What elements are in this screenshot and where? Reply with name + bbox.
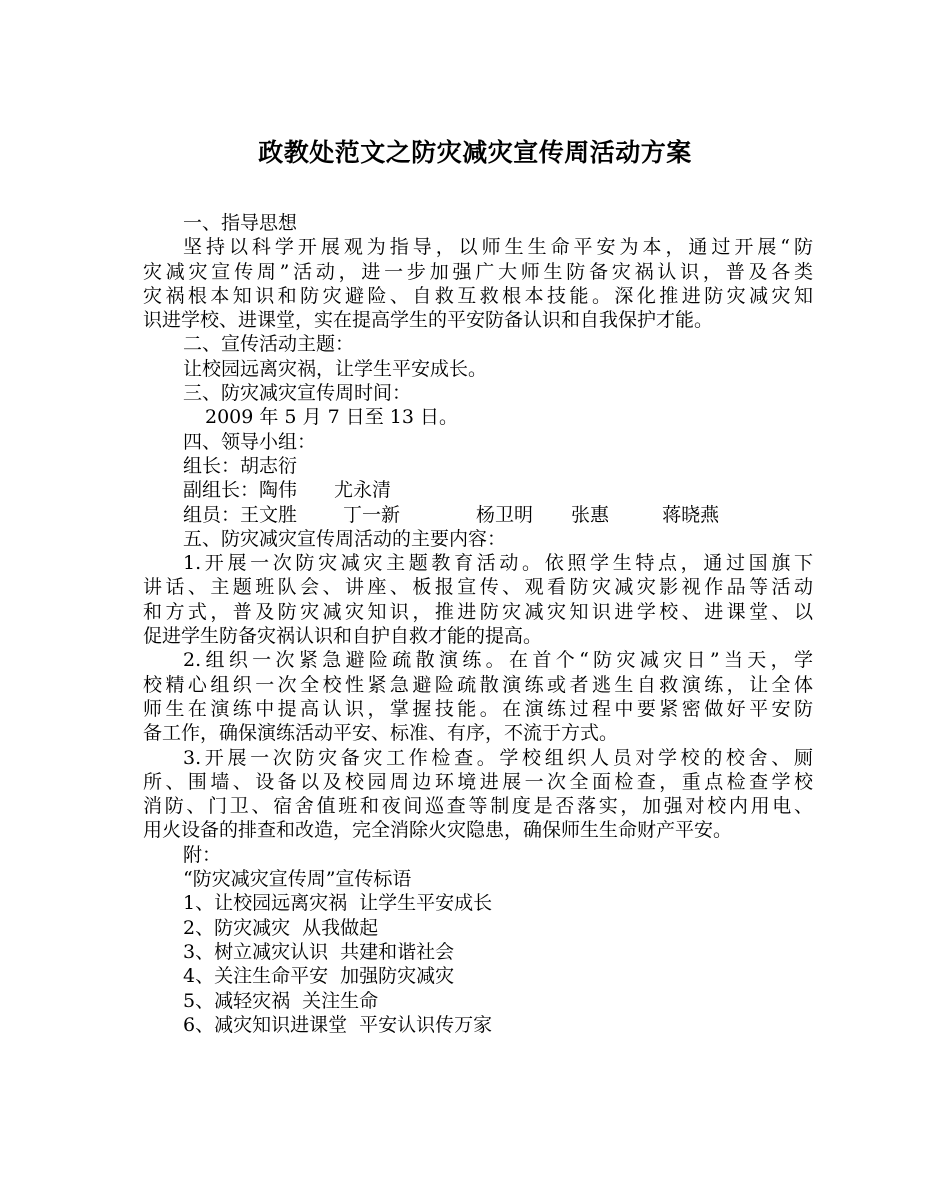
- slogan-item: 2、防灾减灾 从我做起: [183, 916, 379, 939]
- paragraph-line: 灾祸根本知识和防灾避险、自救互救根本技能。深化推进防灾减灾知: [143, 284, 813, 307]
- paragraph-line: 促进学生防备灾祸认识和自护自救才能的提高。: [143, 625, 543, 648]
- paragraph-line: 坚持以科学开展观为指导，以师生生命平安为本，通过开展“防: [183, 236, 813, 259]
- vice-leader-line: [143, 478, 813, 502]
- member-4: 张惠: [571, 503, 610, 526]
- paragraph-line: 校精心组织一次全校性紧急避险疏散演练或者逃生自救演练，让全体: [143, 673, 813, 696]
- paragraph-line: 所、围墙、设备以及校园周边环境进展一次全面检查，重点检查学校: [143, 770, 813, 793]
- paragraph-line: 灾减灾宣传周”活动，进一步加强广大师生防备灾祸认识，普及各类: [143, 260, 813, 283]
- section-2-heading: 二、宣传活动主题：: [183, 333, 355, 356]
- document-title: 政教处范文之防灾减灾宣传周活动方案: [258, 138, 692, 167]
- section-4-heading: 四、领导小组：: [183, 430, 317, 453]
- paragraph-line: 3.开展一次防灾备灾工作检查。学校组织人员对学校的校舍、厕: [183, 746, 813, 769]
- vice-leader-1: 副组长：陶伟: [183, 479, 298, 502]
- paragraph-line: 识进学校、进课堂，实在提高学生的平安防备认识和自我保护才能。: [143, 309, 714, 332]
- paragraph-line: 师生在演练中提高认识，掌握技能。在演练过程中要紧密做好平安防: [143, 697, 813, 720]
- members-line: [143, 503, 813, 527]
- member-2: 丁一新: [343, 503, 401, 526]
- paragraph-line: 1.开展一次防灾减灾主题教育活动。依照学生特点，通过国旗下: [183, 552, 813, 575]
- paragraph-line: 备工作，确保演练活动平安、标准、有序，不流于方式。: [143, 722, 619, 745]
- section-3-text: 2009 年 5 月 7 日至 13 日。: [205, 406, 458, 429]
- vice-leader-2: 尤永清: [334, 479, 392, 502]
- paragraph-line: 讲话、主题班队会、讲座、板报宣传、观看防灾减灾影视作品等活动: [143, 576, 813, 599]
- paragraph-line: 2.组织一次紧急避险疏散演练。在首个“防灾减灾日”当天，学: [183, 649, 813, 672]
- slogan-title: “防灾减灾宣传周”宣传标语: [183, 868, 412, 891]
- member-1: 组员：王文胜: [183, 503, 298, 526]
- appendix-label: 附：: [183, 843, 222, 866]
- document-body: [143, 211, 813, 1037]
- paragraph-line: 消防、门卫、宿舍值班和夜间巡查等制度是否落实，加强对校内用电、: [143, 795, 813, 818]
- slogan-item: 1、让校园远离灾祸 让学生平安成长: [183, 892, 493, 915]
- member-3: 杨卫明: [476, 503, 534, 526]
- slogan-item: 6、减灾知识进课堂 平安认识传万家: [183, 1013, 493, 1036]
- slogan-item: 4、关注生命平安 加强防灾减灾: [183, 965, 455, 988]
- section-1-heading: 一、指导思想: [183, 212, 298, 234]
- paragraph-line: 和方式，普及防灾减灾知识，推进防灾减灾知识进学校、进课堂、以: [143, 600, 813, 623]
- member-5: 蒋晓燕: [662, 503, 720, 526]
- slogan-item: 5、减轻灾祸 关注生命: [183, 989, 379, 1012]
- section-2-text: 让校园远离灾祸，让学生平安成长。: [183, 357, 488, 380]
- section-3-heading: 三、防灾减灾宣传周时间：: [183, 382, 412, 405]
- slogan-item: 3、树立减灾认识 共建和谐社会: [183, 940, 455, 963]
- leader-line: 组长：胡志衍: [183, 454, 298, 477]
- section-5-heading: 五、防灾减灾宣传周活动的主要内容：: [183, 527, 507, 550]
- paragraph-line: 用火设备的排查和改造，完全消除火灾隐患，确保师生生命财产平安。: [143, 819, 733, 842]
